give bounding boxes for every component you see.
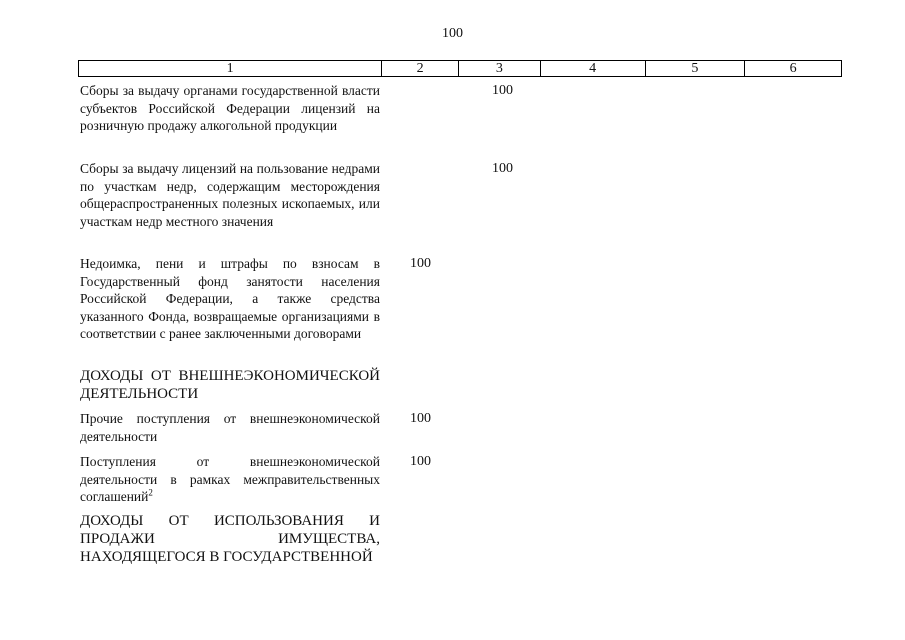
row-col2-value: 100 bbox=[410, 454, 431, 469]
column-header-1: 1 bbox=[79, 61, 382, 76]
section-heading: ДОХОДЫ ОТ ВНЕШНЕЭКОНОМИЧЕСКОЙ ДЕЯТЕЛЬНОСТИ bbox=[80, 368, 380, 402]
row-description bbox=[80, 453, 380, 506]
row-description: Прочие поступления от внешнеэкономической деятельности bbox=[80, 411, 380, 444]
section-heading: ДОХОДЫ ОТ ИСПОЛЬЗОВАНИЯ И ПРОДАЖИ ИМУЩЕСТВА, НАХОДЯЩЕГОСЯ В ГОСУДАРСТВЕННОЙ bbox=[80, 513, 380, 565]
row-description: Сборы за выдачу лицензий на пользование недрами по участкам недр, содержащим месторождения общераспространенных полезных ископаемых, или участкам недр местного значения bbox=[80, 161, 380, 229]
row-description-text: Поступления от внешнеэкономической деятельности в рамках межправительственных соглашений bbox=[80, 454, 380, 504]
row-col2-value: 100 bbox=[410, 411, 431, 426]
page-number: 100 bbox=[442, 26, 463, 41]
row-col3-value: 100 bbox=[492, 83, 513, 98]
row-col2-value: 100 bbox=[410, 256, 431, 271]
row-description: Недоимка, пени и штрафы по взносам в Государственный фонд занятости населения Российской Федерации, а также средства указанного Фонда, возвращаемые организациями в соответствии с ранее заключенными договорами bbox=[80, 256, 380, 341]
footnote-marker: 2 bbox=[148, 487, 153, 498]
column-header-5: 5 bbox=[646, 61, 746, 76]
row-description: Сборы за выдачу органами государственной власти субъектов Российской Федерации лицензий на розничную продажу алкогольной продукции bbox=[80, 83, 380, 133]
column-header-6: 6 bbox=[789, 61, 797, 76]
column-header-2: 2 bbox=[382, 61, 459, 76]
row-col3-value: 100 bbox=[492, 161, 513, 176]
column-header-4: 4 bbox=[541, 61, 646, 76]
table-column-header bbox=[78, 60, 842, 77]
column-header-3: 3 bbox=[459, 61, 541, 76]
